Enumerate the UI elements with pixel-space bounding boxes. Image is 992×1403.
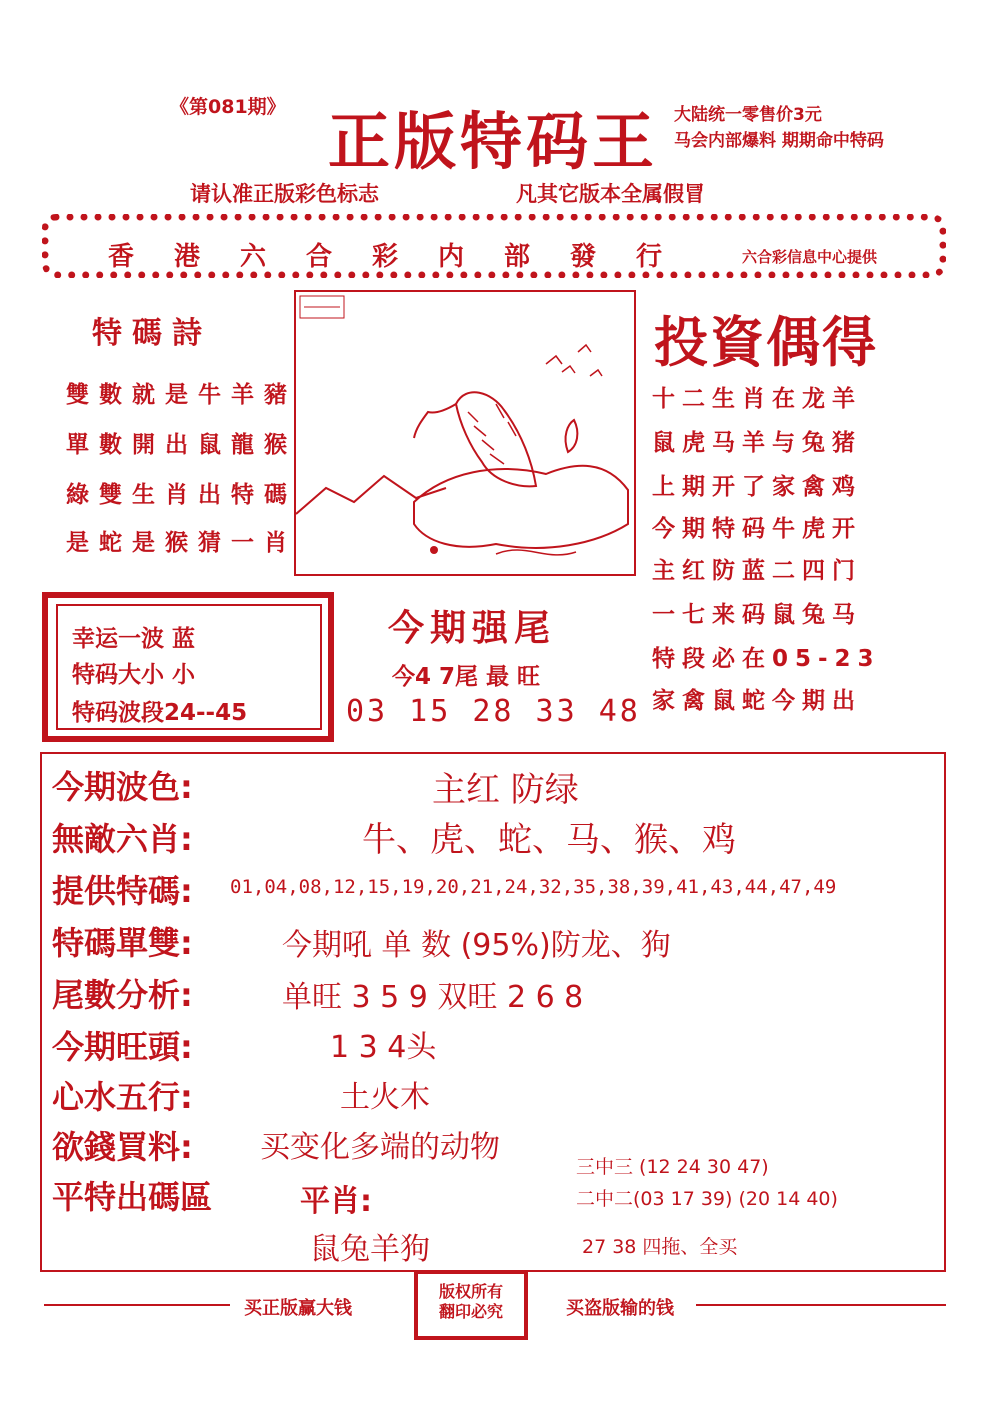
strong-tail-numbers: 03 15 28 33 48 (346, 694, 641, 729)
invest-line: 今期特码牛虎开 (652, 516, 862, 542)
luck-wave: 幸运一波 蓝 (72, 626, 196, 652)
banner-main-text: 香港六合彩内部發行 (108, 242, 703, 272)
combo-drag: 27 38 四拖、全买 (582, 1236, 738, 1258)
eagle-illustration (294, 290, 636, 576)
stamp-line: 翻印必究 (438, 1302, 503, 1321)
invest-line: 鼠虎马羊与兔猪 (652, 430, 862, 456)
row-label: 特碼單雙: (52, 924, 193, 962)
strong-tail-sub: 今4 7尾 最 旺 (392, 664, 541, 690)
invest-line: 家禽鼠蛇今期出 (652, 688, 862, 714)
row-value: 01,04,08,12,15,19,20,21,24,32,35,38,39,41,43,44,47,49 (230, 876, 837, 898)
row-value: 平肖: (300, 1184, 372, 1219)
combo-two: 二中二(03 17 39) (20 14 40) (576, 1188, 838, 1210)
invest-line: 十二生肖在龙羊 (652, 386, 862, 412)
price-note: 大陆统一零售价3元 (674, 105, 822, 125)
combo-three: 三中三 (12 24 30 47) (576, 1156, 769, 1178)
poem-line: 是蛇是猴猜一肖 (66, 529, 297, 556)
invest-line: 上期开了家禽鸡 (652, 474, 862, 500)
poem-line: 綠雙生肖出特碼 (66, 481, 297, 508)
row-label: 提供特碼: (52, 872, 193, 910)
row-value: 今期吼 单 数 (95%)防龙、狗 (282, 928, 671, 963)
invest-line: 主红防蓝二四门 (652, 558, 862, 584)
row-value: 买变化多端的动物 (260, 1130, 500, 1165)
page-title: 正版特码王 (328, 105, 659, 178)
luck-range: 特码波段24--45 (72, 700, 248, 726)
issue-number: 《第081期》 (170, 96, 286, 118)
row-label: 無敵六肖: (52, 820, 193, 858)
row-label: 今期旺頭: (52, 1028, 193, 1066)
poem-line: 單數開出鼠龍猴 (66, 431, 297, 458)
footer-rule-right (696, 1304, 946, 1306)
copyright-stamp-text (424, 1282, 518, 1322)
row-value: 单旺 3 5 9 双旺 2 6 8 (282, 980, 584, 1015)
inside-note: 马会内部爆料 期期命中特码 (674, 131, 884, 151)
footer-rule-left (44, 1304, 230, 1306)
invest-line: 一七来码鼠兔马 (652, 602, 862, 628)
invest-line: 特段必在05-23 (652, 646, 881, 672)
fake-notice: 凡其它版本全属假冒 (516, 182, 705, 206)
authentic-notice: 请认准正版彩色标志 (190, 182, 379, 206)
poem-line: 雙數就是牛羊豬 (66, 381, 297, 408)
strong-tail-title: 今期强尾 (388, 607, 557, 649)
footer-left-text: 买正版赢大钱 (244, 1298, 352, 1319)
row-label: 平特出碼區 (52, 1178, 213, 1216)
row-value: 1 3 4头 (330, 1030, 437, 1065)
row-value: 主红 防绿 (432, 770, 579, 810)
row-label: 今期波色: (52, 768, 193, 806)
invest-title: 投資偶得 (654, 310, 878, 374)
row-value: 土火木 (340, 1080, 430, 1115)
banner-side-text: 六合彩信息中心提供 (742, 248, 878, 266)
footer-right-text: 买盗版输的钱 (566, 1298, 674, 1319)
luck-size: 特码大小 小 (72, 662, 196, 688)
row-label: 尾數分析: (52, 976, 193, 1014)
row-value: 牛、虎、蛇、马、猴、鸡 (362, 820, 736, 860)
eagle-drawing-icon (296, 292, 634, 574)
row-label: 心水五行: (52, 1078, 193, 1116)
poem-title: 特碼詩 (92, 316, 212, 351)
row-label: 欲錢買料: (52, 1128, 193, 1166)
flat-zodiac: 鼠兔羊狗 (310, 1232, 430, 1267)
stamp-line: 版权所有 (438, 1282, 503, 1301)
